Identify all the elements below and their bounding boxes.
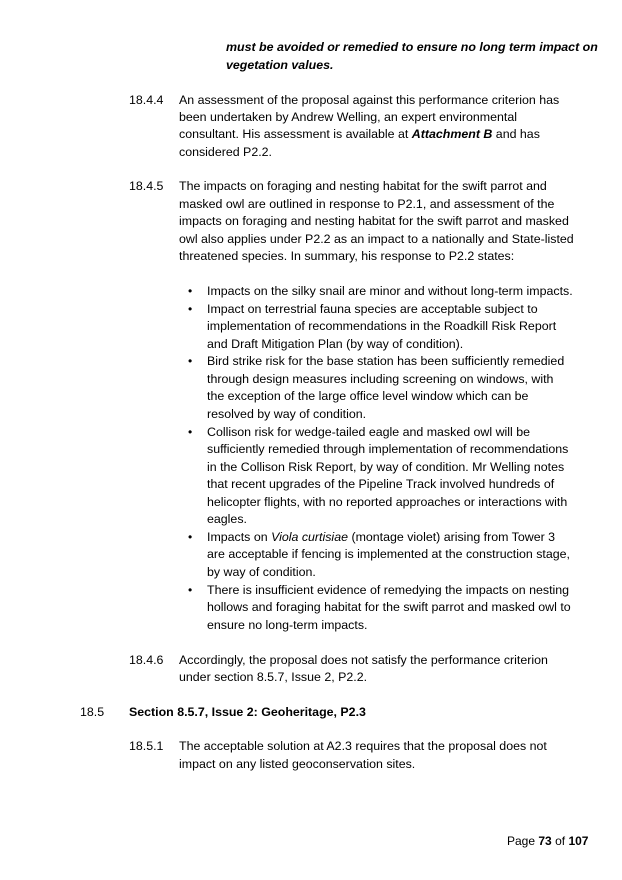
paragraph-line: under section 8.5.7, Issue 2, P2.2. xyxy=(179,670,368,684)
bullet-marker: • xyxy=(188,425,193,439)
bullet-line: Bird strike risk for the base station has been sufficiently remedied xyxy=(207,354,565,368)
paragraph-line: impacts on foraging and nesting habitat for the swift parrot and masked xyxy=(179,214,569,228)
page-total: 107 xyxy=(568,834,589,848)
intro-line: must be avoided or remedied to ensure no long term impact on xyxy=(226,40,598,54)
paragraph-line: The acceptable solution at A2.3 requires that the proposal does not xyxy=(179,739,547,753)
paragraph-line: Accordingly, the proposal does not satisfy the performance criterion xyxy=(179,653,548,667)
bullet-line: eagles. xyxy=(207,512,247,526)
page-number xyxy=(507,834,588,848)
bullet-line: through design measures including screening on windows, with xyxy=(207,372,554,386)
paragraph-line: An assessment of the proposal against this performance criterion has xyxy=(179,93,560,107)
bullet-marker: • xyxy=(188,583,193,597)
paragraph-line: considered P2.2. xyxy=(179,145,272,159)
bullet-line: in the Collison Risk Report, by way of condition. Mr Welling notes xyxy=(207,460,565,474)
intro-line: vegetation values. xyxy=(226,58,334,72)
paragraph-line: The impacts on foraging and nesting habitat for the swift parrot and xyxy=(179,179,547,193)
bullet-line: are acceptable if fencing is implemented at the construction stage, xyxy=(207,547,570,561)
page-label: Page xyxy=(507,834,536,848)
page-current: 73 xyxy=(538,834,552,848)
bullet-line: Impact on terrestrial fauna species are acceptable subject to xyxy=(207,302,538,316)
bullet-line: implementation of recommendations in the Roadkill Risk Report xyxy=(207,319,557,333)
bullet-line: There is insufficient evidence of remedying the impacts on nesting xyxy=(207,583,570,597)
bullet-line: sufficiently remedied through implementation of recommendations xyxy=(207,442,569,456)
bullet-line: by way of condition. xyxy=(207,565,316,579)
paragraph-line: impact on any listed geoconservation sites. xyxy=(179,757,416,771)
paragraph-text: and has xyxy=(495,127,540,141)
paragraph-line: been undertaken by Andrew Welling, an expert environmental xyxy=(179,110,517,124)
bullet-line: the exception of the large office level window which can be xyxy=(207,389,529,403)
bullet-text: Impacts on xyxy=(207,530,268,544)
bullet-line: ensure no long-term impacts. xyxy=(207,618,368,632)
paragraph-number: 18.5.1 xyxy=(129,739,164,753)
paragraph-line: owl also applies under P2.2 as an impact to a nationally and State-listed xyxy=(179,232,574,246)
attachment-reference: Attachment B xyxy=(411,127,493,141)
paragraph-line: masked owl are outlined in response to P2.1, and assessment of the xyxy=(179,197,555,211)
section-number: 18.5 xyxy=(80,705,105,719)
paragraph-line xyxy=(179,126,540,144)
bullet-marker: • xyxy=(188,354,193,368)
paragraph-line: threatened species. In summary, his response to P2.2 states: xyxy=(179,249,515,263)
page-of: of xyxy=(555,834,566,848)
paragraph-text: consultant. His assessment is available at xyxy=(179,127,409,141)
bullet-line: hollows and foraging habitat for the swift parrot and masked owl to xyxy=(207,600,571,614)
bullet-text: (montage violet) arising from Tower 3 xyxy=(351,530,556,544)
bullet-line: Impacts on the silky snail are minor and without long-term impacts. xyxy=(207,284,573,298)
bullet-line: Collison risk for wedge-tailed eagle and masked owl will be xyxy=(207,425,531,439)
paragraph-number: 18.4.6 xyxy=(129,653,164,667)
bullet-marker: • xyxy=(188,284,193,298)
bullet-line: resolved by way of condition. xyxy=(207,407,367,421)
bullet-line: that recent upgrades of the Pipeline Track involved hundreds of xyxy=(207,477,555,491)
bullet-line: and Draft Mitigation Plan (by way of condition). xyxy=(207,337,464,351)
species-name: Viola curtisiae xyxy=(271,530,348,544)
section-heading: Section 8.5.7, Issue 2: Geoheritage, P2.3 xyxy=(129,705,366,719)
paragraph-number: 18.4.5 xyxy=(129,179,164,193)
bullet-line xyxy=(207,529,555,547)
bullet-line: helicopter flights, with no reported approaches or interactions with xyxy=(207,495,568,509)
bullet-marker: • xyxy=(188,302,193,316)
bullet-marker: • xyxy=(188,530,193,544)
paragraph-number: 18.4.4 xyxy=(129,93,164,107)
